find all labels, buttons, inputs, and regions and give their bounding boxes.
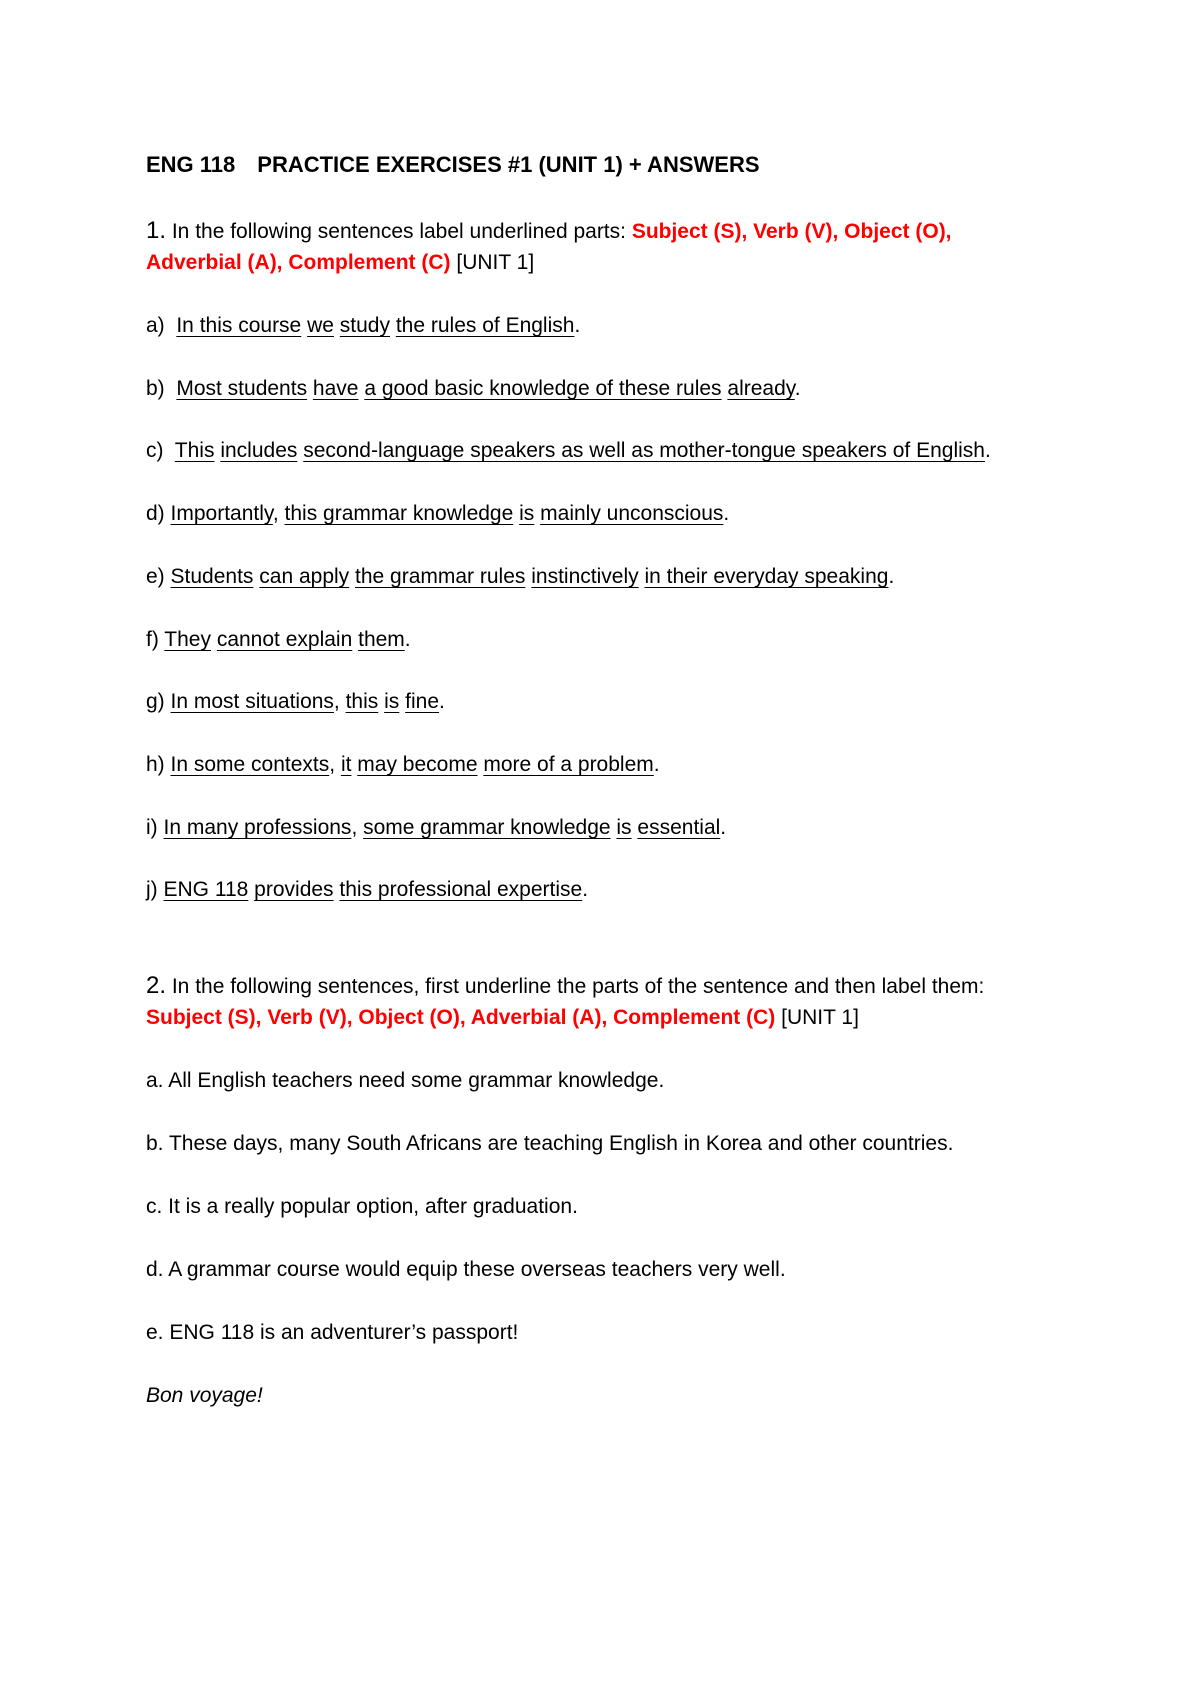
plain-text: . (404, 628, 411, 651)
underlined-part: ENG 118 (163, 878, 249, 901)
item-letter: a) (146, 314, 177, 337)
item-letter: c) (146, 439, 175, 462)
plain-text: . (888, 565, 895, 588)
underlined-part: more of a problem (483, 753, 654, 776)
underlined-part: them (358, 628, 405, 651)
item-letter: f) (146, 628, 165, 651)
underlined-part: provides (254, 878, 334, 901)
underlined-part: it (340, 753, 352, 776)
q2-instruction-line2 (146, 1003, 859, 1033)
q1-item (146, 374, 801, 404)
q1-item (146, 875, 588, 905)
underlined-part: we (307, 314, 334, 337)
underlined-part: this (345, 690, 379, 713)
q1-item (146, 311, 580, 341)
q2-unit: [UNIT 1] (775, 1006, 859, 1029)
plain-text: , (329, 753, 341, 776)
underlined-part: this grammar knowledge (284, 502, 514, 525)
q1-item (146, 499, 729, 529)
q1-item (146, 813, 726, 843)
plain-text: . (720, 816, 727, 839)
q1-unit: [UNIT 1] (450, 251, 535, 274)
plain-text: . (582, 878, 589, 901)
underlined-part: the grammar rules (355, 565, 526, 588)
q1-number: 1. (146, 217, 167, 244)
q1-item (146, 436, 991, 466)
q2-number: 2. (146, 972, 167, 999)
item-letter: g) (146, 690, 171, 713)
q2-instruction-line1 (146, 971, 984, 1002)
plain-text: . (723, 502, 730, 525)
underlined-part: instinctively (531, 565, 639, 588)
item-letter: j) (146, 878, 164, 901)
underlined-part: is (616, 816, 632, 839)
underlined-part: fine (405, 690, 439, 713)
underlined-part: In some contexts (170, 753, 330, 776)
underlined-part: They (164, 628, 211, 651)
plain-text: . (574, 314, 581, 337)
underlined-part: In most situations (170, 690, 334, 713)
plain-text: . (984, 439, 991, 462)
underlined-part: Students (170, 565, 254, 588)
underlined-part: may become (357, 753, 478, 776)
title-heading: PRACTICE EXERCISES #1 (UNIT 1) + ANSWERS (257, 152, 760, 177)
q1-instruction-line1 (146, 216, 952, 247)
underlined-part: a good basic knowledge of these rules (364, 377, 722, 400)
underlined-part: essential (637, 816, 721, 839)
plain-text: . (653, 753, 660, 776)
underlined-part: some grammar knowledge (363, 816, 611, 839)
underlined-part: Importantly (170, 502, 273, 525)
underlined-part: in their everyday speaking (644, 565, 889, 588)
underlined-part: includes (220, 439, 298, 462)
plain-text: , (333, 690, 346, 713)
plain-text: , (351, 816, 364, 839)
course-code: ENG 118 (146, 152, 236, 177)
underlined-part: can apply (259, 565, 350, 588)
underlined-part: Most students (176, 377, 308, 400)
q1-instruction: In the following sentences label underlined parts: (166, 220, 632, 243)
underlined-part: the rules of English (395, 314, 575, 337)
item-letter: e) (146, 565, 171, 588)
underlined-part: is (384, 690, 400, 713)
q1-item (146, 562, 894, 592)
q1-labels-line1: Subject (S), Verb (V), Object (O), (631, 220, 952, 243)
q1-item (146, 687, 445, 717)
item-letter: i) (146, 816, 164, 839)
plain-text: . (439, 690, 445, 713)
q2-item-a: a. All English teachers need some grammar knowledge. (146, 1069, 665, 1092)
item-letter: d) (146, 502, 171, 525)
q2-item-b: b. These days, many South Africans are teaching English in Korea and other countries. (146, 1132, 954, 1155)
q2-instruction: In the following sentences, first underline the parts of the sentence and then label them: (166, 975, 985, 998)
underlined-part: In many professions (163, 816, 352, 839)
underlined-part: This (174, 439, 215, 462)
q2-item-d: d. A grammar course would equip these overseas teachers very well. (146, 1258, 786, 1281)
item-letter: h) (146, 753, 171, 776)
underlined-part: second-language speakers as well as mother-tongue speakers of English (303, 439, 985, 462)
underlined-part: have (312, 377, 359, 400)
plain-text: . (794, 377, 801, 400)
q1-item (146, 750, 660, 780)
q1-instruction-line2 (146, 248, 534, 278)
underlined-part: cannot explain (216, 628, 353, 651)
q1-item (146, 625, 411, 655)
q2-item-e: e. ENG 118 is an adventurer’s passport! (146, 1321, 519, 1344)
plain-text: , (272, 502, 285, 525)
underlined-part: In this course (176, 314, 302, 337)
item-letter: b) (146, 377, 177, 400)
underlined-part: is (519, 502, 535, 525)
document-title (146, 150, 760, 180)
underlined-part: already (727, 377, 795, 400)
closing-remark: Bon voyage! (146, 1384, 263, 1407)
q2-item-c: c. It is a really popular option, after graduation. (146, 1195, 578, 1218)
q1-labels-line2: Adverbial (A), Complement (C) (146, 251, 451, 274)
q2-labels: Subject (S), Verb (V), Object (O), Adverbial (A), Complement (C) (146, 1006, 776, 1029)
underlined-part: mainly unconscious (540, 502, 724, 525)
underlined-part: this professional expertise (339, 878, 583, 901)
underlined-part: study (339, 314, 390, 337)
